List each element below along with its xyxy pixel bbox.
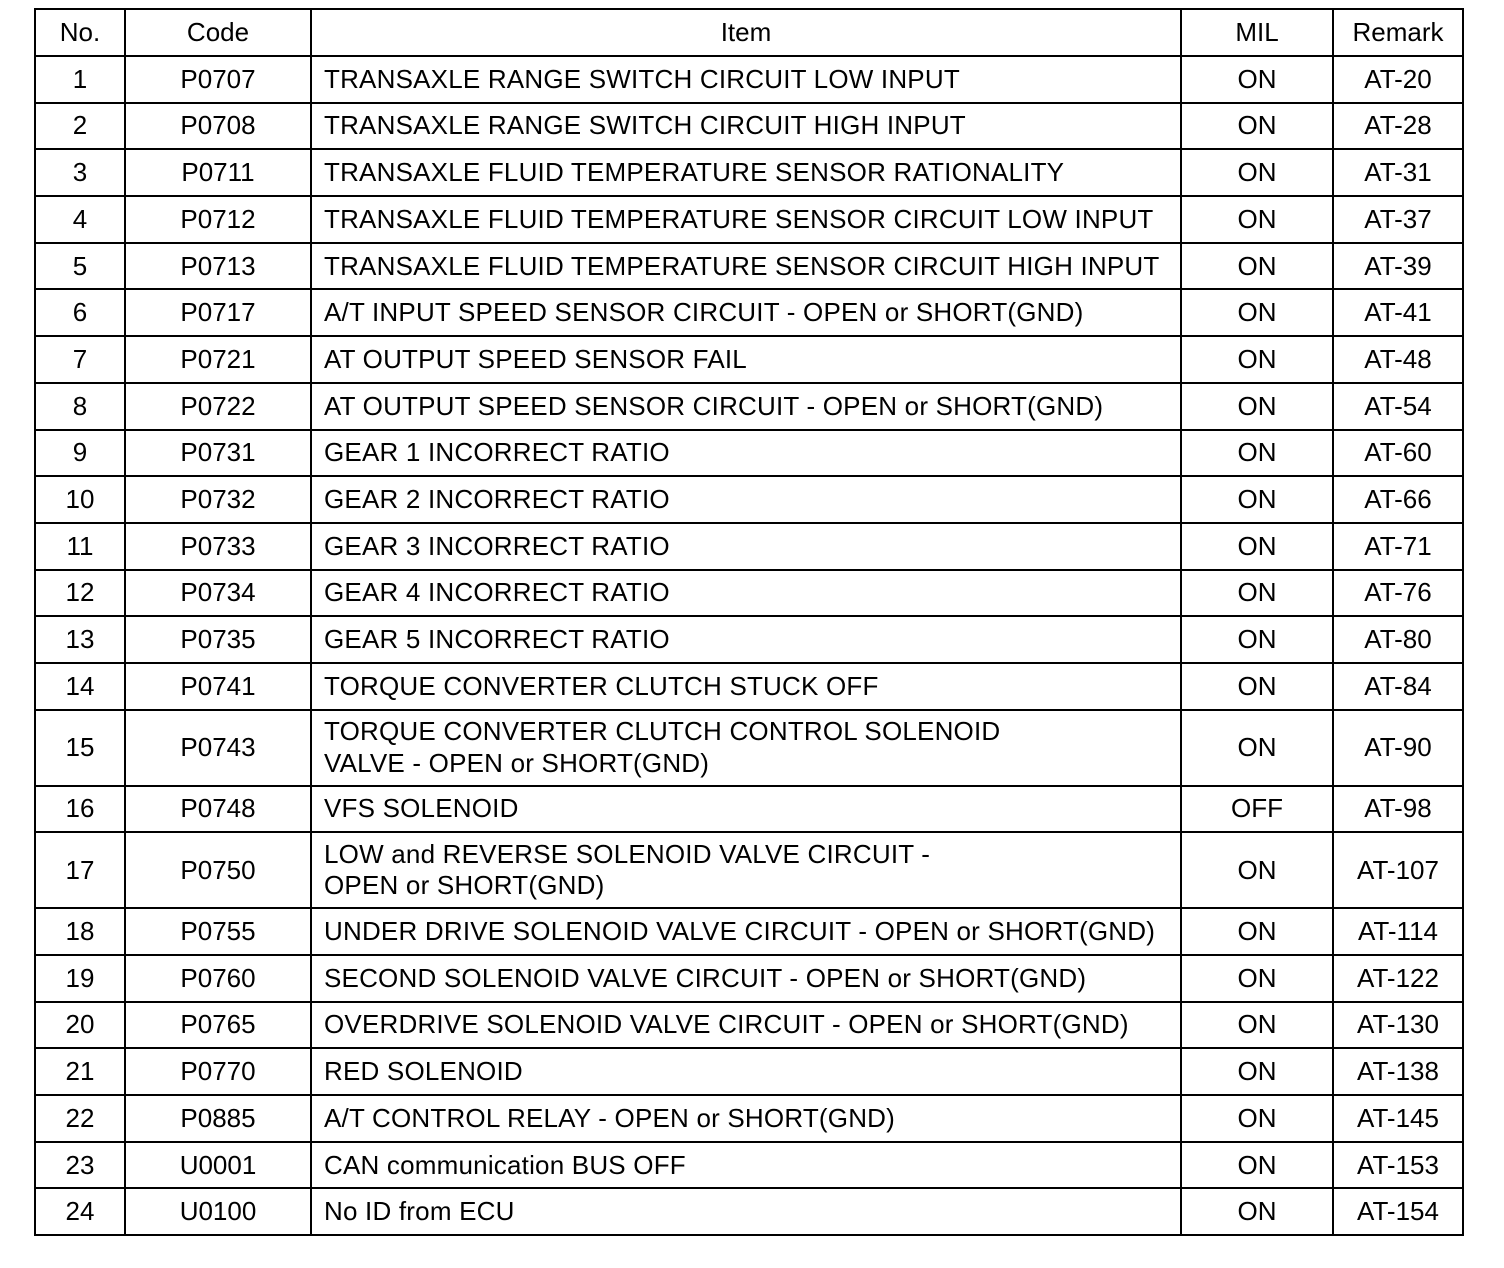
- dtc-code: P0750: [125, 832, 311, 908]
- table-row: [35, 955, 1463, 1002]
- row-number: 5: [35, 243, 125, 290]
- table-row: [35, 663, 1463, 710]
- row-number: 3: [35, 149, 125, 196]
- header-no: No.: [35, 9, 125, 56]
- dtc-code: P0760: [125, 955, 311, 1002]
- mil-status: ON: [1181, 383, 1333, 430]
- item-line: TRANSAXLE RANGE SWITCH CIRCUIT LOW INPUT: [324, 63, 960, 94]
- table-row: [35, 196, 1463, 243]
- table-row: [35, 1142, 1463, 1189]
- table-row: [35, 1002, 1463, 1049]
- item-line: UNDER DRIVE SOLENOID VALVE CIRCUIT - OPEN or SHORT(GND): [324, 916, 1156, 947]
- table-row: [35, 289, 1463, 336]
- remark-page: AT-76: [1333, 570, 1463, 617]
- item-description: [311, 56, 1181, 103]
- table-row: [35, 616, 1463, 663]
- table-row: [35, 383, 1463, 430]
- item-description: [311, 1095, 1181, 1142]
- dtc-code: P0733: [125, 523, 311, 570]
- table-row: [35, 149, 1463, 196]
- remark-page: AT-60: [1333, 430, 1463, 477]
- row-number: 8: [35, 383, 125, 430]
- item-line: TORQUE CONVERTER CLUTCH STUCK OFF: [324, 670, 879, 701]
- dtc-code: P0885: [125, 1095, 311, 1142]
- item-description: [311, 103, 1181, 150]
- item-description: [311, 1188, 1181, 1235]
- remark-page: AT-98: [1333, 786, 1463, 833]
- item-line: CAN communication BUS OFF: [324, 1149, 686, 1180]
- item-description: [311, 523, 1181, 570]
- remark-page: AT-31: [1333, 149, 1463, 196]
- item-line: OPEN or SHORT(GND): [324, 870, 605, 901]
- remark-page: AT-37: [1333, 196, 1463, 243]
- item-line: LOW and REVERSE SOLENOID VALVE CIRCUIT -: [324, 839, 931, 870]
- item-line: OVERDRIVE SOLENOID VALVE CIRCUIT - OPEN or SHORT(GND): [324, 1009, 1129, 1040]
- dtc-code: P0755: [125, 908, 311, 955]
- row-number: 13: [35, 616, 125, 663]
- row-number: 20: [35, 1002, 125, 1049]
- item-line: SECOND SOLENOID VALVE CIRCUIT - OPEN or SHORT(GND): [324, 962, 1087, 993]
- remark-page: AT-154: [1333, 1188, 1463, 1235]
- item-line: TRANSAXLE RANGE SWITCH CIRCUIT HIGH INPUT: [324, 110, 966, 141]
- dtc-code: P0721: [125, 336, 311, 383]
- item-line: AT OUTPUT SPEED SENSOR CIRCUIT - OPEN or SHORT(GND): [324, 390, 1104, 421]
- mil-status: ON: [1181, 616, 1333, 663]
- item-line: GEAR 3 INCORRECT RATIO: [324, 530, 670, 561]
- header-item: Item: [311, 9, 1181, 56]
- table-row: [35, 832, 1463, 908]
- mil-status: ON: [1181, 1095, 1333, 1142]
- row-number: 14: [35, 663, 125, 710]
- row-number: 16: [35, 786, 125, 833]
- table-row: [35, 336, 1463, 383]
- mil-status: ON: [1181, 336, 1333, 383]
- remark-page: AT-41: [1333, 289, 1463, 336]
- table-row: [35, 570, 1463, 617]
- dtc-code: U0100: [125, 1188, 311, 1235]
- table-row: [35, 1048, 1463, 1095]
- dtc-code: P0712: [125, 196, 311, 243]
- mil-status: ON: [1181, 1002, 1333, 1049]
- row-number: 10: [35, 476, 125, 523]
- dtc-code: P0765: [125, 1002, 311, 1049]
- remark-page: AT-48: [1333, 336, 1463, 383]
- table-row: [35, 1095, 1463, 1142]
- mil-status: ON: [1181, 1048, 1333, 1095]
- header-remark: Remark: [1333, 9, 1463, 56]
- item-line: VFS SOLENOID: [324, 793, 519, 824]
- dtc-code: P0741: [125, 663, 311, 710]
- item-description: [311, 1142, 1181, 1189]
- mil-status: ON: [1181, 149, 1333, 196]
- item-description: [311, 476, 1181, 523]
- mil-status: ON: [1181, 1142, 1333, 1189]
- item-description: [311, 908, 1181, 955]
- table-row: [35, 786, 1463, 833]
- remark-page: AT-71: [1333, 523, 1463, 570]
- item-description: [311, 243, 1181, 290]
- item-line: TRANSAXLE FLUID TEMPERATURE SENSOR CIRCUIT HIGH INPUT: [324, 250, 1160, 281]
- mil-status: ON: [1181, 710, 1333, 786]
- remark-page: AT-90: [1333, 710, 1463, 786]
- mil-status: ON: [1181, 289, 1333, 336]
- row-number: 7: [35, 336, 125, 383]
- mil-status: ON: [1181, 955, 1333, 1002]
- mil-status: ON: [1181, 243, 1333, 290]
- row-number: 12: [35, 570, 125, 617]
- remark-page: AT-145: [1333, 1095, 1463, 1142]
- row-number: 11: [35, 523, 125, 570]
- remark-page: AT-138: [1333, 1048, 1463, 1095]
- mil-status: ON: [1181, 430, 1333, 477]
- row-number: 17: [35, 832, 125, 908]
- mil-status: ON: [1181, 56, 1333, 103]
- remark-page: AT-153: [1333, 1142, 1463, 1189]
- item-line: GEAR 1 INCORRECT RATIO: [324, 437, 670, 468]
- remark-page: AT-54: [1333, 383, 1463, 430]
- remark-page: AT-107: [1333, 832, 1463, 908]
- item-description: [311, 383, 1181, 430]
- row-number: 21: [35, 1048, 125, 1095]
- item-line: GEAR 5 INCORRECT RATIO: [324, 624, 670, 654]
- dtc-code: P0732: [125, 476, 311, 523]
- table-row: [35, 243, 1463, 290]
- mil-status: ON: [1181, 476, 1333, 523]
- dtc-code: P0707: [125, 56, 311, 103]
- item-description: [311, 430, 1181, 477]
- remark-page: AT-20: [1333, 56, 1463, 103]
- dtc-code: P0770: [125, 1048, 311, 1095]
- table-row: [35, 1188, 1463, 1235]
- dtc-code: P0722: [125, 383, 311, 430]
- remark-page: AT-122: [1333, 955, 1463, 1002]
- dtc-code: P0711: [125, 149, 311, 196]
- remark-page: AT-114: [1333, 908, 1463, 955]
- item-line: TRANSAXLE FLUID TEMPERATURE SENSOR CIRCUIT LOW INPUT: [324, 203, 1154, 234]
- dtc-code: U0001: [125, 1142, 311, 1189]
- item-line: TRANSAXLE FLUID TEMPERATURE SENSOR RATIONALITY: [324, 157, 1065, 188]
- header-code: Code: [125, 9, 311, 56]
- table-row: [35, 710, 1463, 786]
- item-description: [311, 616, 1181, 663]
- mil-status: ON: [1181, 196, 1333, 243]
- item-description: [311, 710, 1181, 786]
- item-line: A/T CONTROL RELAY - OPEN or SHORT(GND): [324, 1102, 896, 1133]
- row-number: 22: [35, 1095, 125, 1142]
- mil-status: ON: [1181, 523, 1333, 570]
- table-row: [35, 103, 1463, 150]
- row-number: 6: [35, 289, 125, 336]
- table-row: [35, 908, 1463, 955]
- item-line: TORQUE CONVERTER CLUTCH CONTROL SOLENOID: [324, 716, 1001, 747]
- table-row: [35, 56, 1463, 103]
- item-line: No ID from ECU: [324, 1196, 515, 1227]
- mil-status: ON: [1181, 1188, 1333, 1235]
- dtc-code: P0748: [125, 786, 311, 833]
- row-number: 9: [35, 430, 125, 477]
- item-description: [311, 289, 1181, 336]
- item-line: VALVE - OPEN or SHORT(GND): [324, 747, 710, 778]
- remark-page: AT-39: [1333, 243, 1463, 290]
- item-description: [311, 955, 1181, 1002]
- dtc-code: P0713: [125, 243, 311, 290]
- mil-status: ON: [1181, 908, 1333, 955]
- item-line: GEAR 4 INCORRECT RATIO: [324, 577, 670, 608]
- item-line: RED SOLENOID: [324, 1056, 523, 1087]
- dtc-code: P0734: [125, 570, 311, 617]
- mil-status: ON: [1181, 832, 1333, 908]
- row-number: 15: [35, 710, 125, 786]
- dtc-code: P0717: [125, 289, 311, 336]
- mil-status: OFF: [1181, 786, 1333, 833]
- item-description: [311, 832, 1181, 908]
- remark-page: AT-84: [1333, 663, 1463, 710]
- row-number: 19: [35, 955, 125, 1002]
- table-header: [35, 9, 1463, 56]
- item-description: [311, 196, 1181, 243]
- item-line: A/T INPUT SPEED SENSOR CIRCUIT - OPEN or SHORT(GND): [324, 297, 1084, 328]
- dtc-code: P0731: [125, 430, 311, 477]
- item-description: [311, 336, 1181, 383]
- row-number: 2: [35, 103, 125, 150]
- table-row: [35, 430, 1463, 477]
- item-description: [311, 1002, 1181, 1049]
- item-description: [311, 663, 1181, 710]
- row-number: 4: [35, 196, 125, 243]
- remark-page: AT-130: [1333, 1002, 1463, 1049]
- item-line: GEAR 2 INCORRECT RATIO: [324, 483, 670, 514]
- item-description: [311, 786, 1181, 833]
- dtc-table: [34, 8, 1464, 1236]
- remark-page: AT-28: [1333, 103, 1463, 150]
- header-row: [35, 9, 1463, 56]
- table-row: [35, 476, 1463, 523]
- mil-status: ON: [1181, 570, 1333, 617]
- row-number: 18: [35, 908, 125, 955]
- remark-page: AT-80: [1333, 616, 1463, 663]
- mil-status: ON: [1181, 663, 1333, 710]
- header-mil: MIL: [1181, 9, 1333, 56]
- row-number: 1: [35, 56, 125, 103]
- dtc-code: P0743: [125, 710, 311, 786]
- item-line: AT OUTPUT SPEED SENSOR FAIL: [324, 343, 747, 374]
- row-number: 23: [35, 1142, 125, 1189]
- table-row: [35, 523, 1463, 570]
- dtc-code: P0735: [125, 616, 311, 663]
- row-number: 24: [35, 1188, 125, 1235]
- item-description: [311, 570, 1181, 617]
- item-description: [311, 1048, 1181, 1095]
- table-body: [35, 56, 1463, 1235]
- mil-status: ON: [1181, 103, 1333, 150]
- item-description: [311, 149, 1181, 196]
- dtc-code: P0708: [125, 103, 311, 150]
- remark-page: AT-66: [1333, 476, 1463, 523]
